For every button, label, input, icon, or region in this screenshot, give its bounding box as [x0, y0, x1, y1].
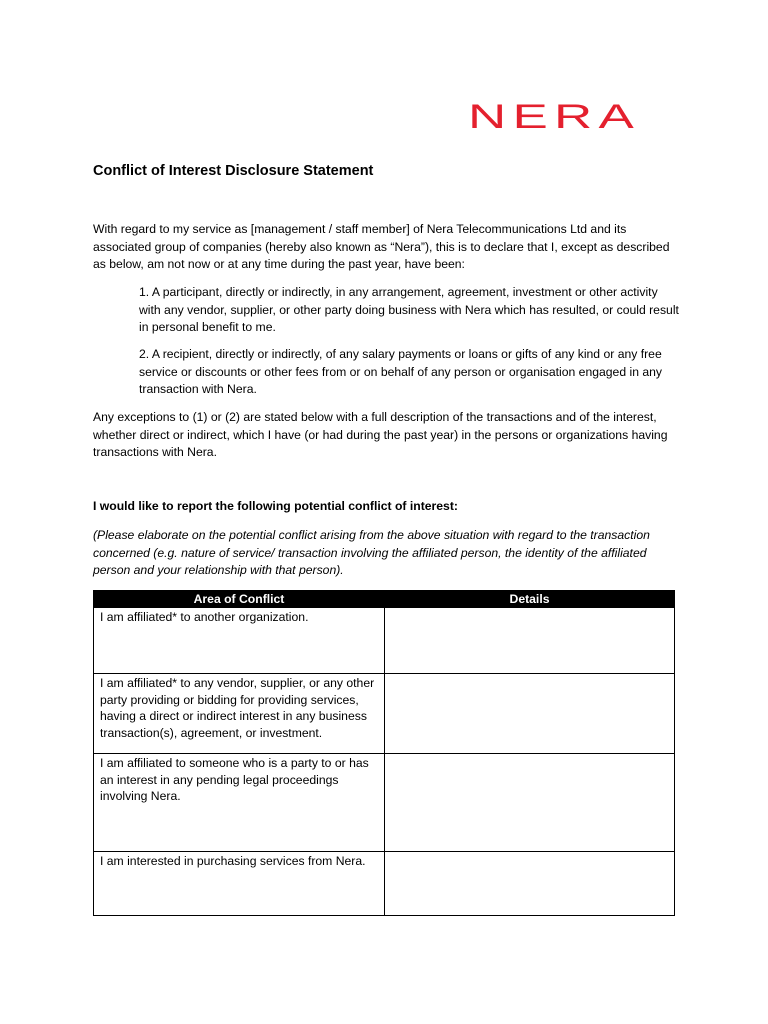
area-cell: I am affiliated* to another organization. [94, 608, 385, 674]
declaration-item-2: 2. A recipient, directly or indirectly, of any salary payments or loans or gifts of any kind or any free service or discounts or other fees from or on behalf of any person or organisation engaged in any transaction with Nera. [139, 347, 663, 396]
nera-logo [468, 100, 640, 132]
table-row [94, 754, 675, 852]
logo-text: NERA [468, 100, 640, 132]
area-cell: I am affiliated* to any vendor, supplier, or any other party providing or bidding for providing services, having a direct or indirect interest in any business transaction(s), agreement, or investment. [94, 674, 385, 754]
details-cell[interactable] [385, 852, 675, 916]
details-cell[interactable] [385, 608, 675, 674]
details-cell[interactable] [385, 674, 675, 754]
area-cell: I am affiliated to someone who is a party to or has an interest in any pending legal proceedings involving Nera. [94, 754, 385, 852]
area-cell: I am interested in purchasing services from Nera. [94, 852, 385, 916]
exceptions-paragraph: Any exceptions to (1) or (2) are stated below with a full description of the transactions and of the interest, whether direct or indirect, which I have (or had during the past year) in the persons or organizations having transactions with Nera. [93, 410, 668, 459]
nera-logo-graphic [468, 100, 640, 132]
instruction-note: (Please elaborate on the potential conflict arising from the above situation with regard to the transaction concerned (e.g. nature of service/ transaction involving the affiliated person, the identity of the affiliated person and your relationship with that person). [93, 528, 650, 577]
header-details: Details [385, 591, 675, 608]
table-row [94, 674, 675, 754]
page-title: Conflict of Interest Disclosure Statement [93, 163, 374, 179]
table-row [94, 852, 675, 916]
declaration-item-1: 1. A participant, directly or indirectly, in any arrangement, agreement, investment or other activity with any vendor, supplier, or other party doing business with Nera which has resulted, or could result in personal benefit to me. [139, 285, 679, 334]
table-row [94, 608, 675, 674]
table-header-row [94, 591, 675, 608]
intro-paragraph: With regard to my service as [management / staff member] of Nera Telecommunications Ltd and its associated group of companies (hereby also known as “Nera”), this is to declare that I, except as described as below, am not now or at any time during the past year, have been: [93, 222, 670, 271]
details-cell[interactable] [385, 754, 675, 852]
report-heading: I would like to report the following potential conflict of interest: [93, 499, 458, 513]
conflict-table [93, 590, 675, 916]
header-area-of-conflict: Area of Conflict [94, 591, 385, 608]
